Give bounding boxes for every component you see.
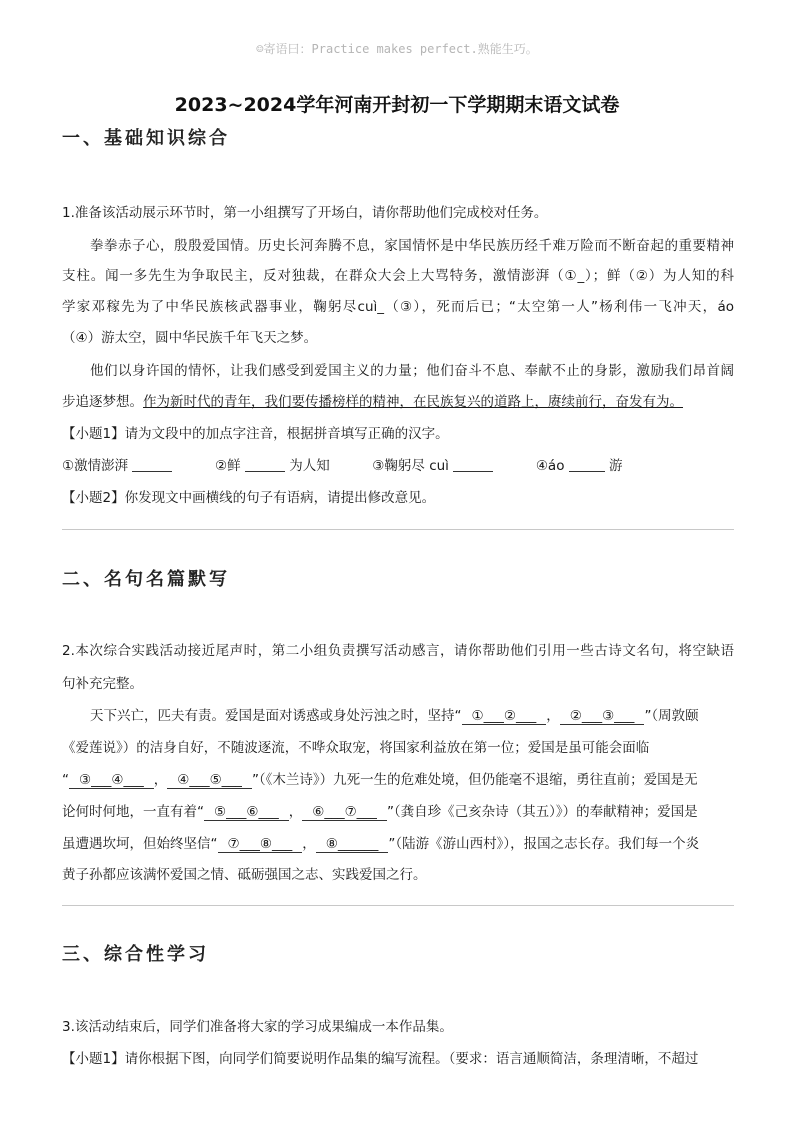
option-2-label: ②鲜 [215,458,241,474]
fill-blank-8[interactable]: ⑧______ [316,836,389,853]
separator: ， [546,708,560,724]
header-motto: ☺寄语曰：Practice makes perfect.熟能生巧。 [256,42,538,56]
section2-line6: 黄子孙都应该满怀爱国之情、砥砺强国之志、实践爱国之行。 [62,867,427,883]
page-title: 2023~2024学年河南开封初一下学期期末语文试卷 [174,94,620,116]
section2-line4 [62,803,734,821]
fill-blank-4[interactable]: ④___⑤___ [167,772,252,789]
line4-text: 论何时何地，一直有着“ [62,804,204,820]
section1-heading: 一、基础知识综合 [62,128,230,149]
option-4-blank[interactable] [569,457,605,472]
section2-line2: 《爱莲说》）的洁身自好，不随波逐流，不哗众取宠，将国家利益放在第一位；爱国是虽可能会面临 [62,740,650,756]
fill-blank-6[interactable]: ⑥___⑦___ [302,804,387,821]
section1-paragraph1-line1: 拳拳赤子心，殷殷爱国情。历史长河奔腾不息，家国情怀是中华民族历经千难万险而不断奋起的重要精神 [90,238,734,254]
option-2-blank[interactable] [245,457,285,472]
section1-options-row [62,457,734,475]
section-divider [62,905,734,906]
section2-intro-line2: 句补充完整。 [62,676,143,692]
fill-blank-2[interactable]: ②___③___ [560,708,645,725]
option-4-label: ④áo [535,458,565,474]
open-quote: “ [62,772,69,788]
fill-blank-1[interactable]: ①___②___ [462,708,547,725]
section1-paragraph1-line3: 学家邓稼先为了中华民族核武器事业，鞠躬尽cuì_（③），死而后已；“太空第一人”杨利伟一飞冲天，áo [62,299,734,315]
section1-paragraph1-line2: 支柱。闻一多先生为争取民主，反对独裁，在群众大会上大骂特务，激情澎湃（①_）；鲜（②）为人知的科 [62,268,734,284]
section2-intro-line1: 2.本次综合实践活动接近尾声时，第二小组负责撰写活动感言，请你帮助他们引用一些古诗文名句，将空缺语 [62,643,734,659]
section2-line5 [62,835,734,853]
fill-blank-5[interactable]: ⑤___⑥___ [204,804,289,821]
separator: ， [153,772,168,788]
fill-blank-3[interactable]: ③___④___ [69,772,154,789]
section3-question1: 【小题1】请你根据下图，向同学们简要说明作品集的编写流程。（要求：语言通顺简洁，条理清晰，不超过 [62,1051,699,1067]
option-4-suffix: 游 [609,458,623,474]
line4-source: ”（龚自珍《己亥杂诗（其五）》）的奉献精神；爱国是 [386,804,698,820]
section1-paragraph1-line4: （④）游太空，圆中华民族千年飞天之梦。 [62,330,318,346]
section1-paragraph2-line2 [62,393,734,411]
line1-source: ”（周敦颐 [644,708,699,724]
section1-intro: 1.准备该活动展示环节时，第一小组撰写了开场白，请你帮助他们完成校对任务。 [62,205,548,221]
underlined-sentence: 作为新时代的青年，我们要传播榜样的精神，在民族复兴的道路上，赓续前行，奋发有为。 [143,394,683,410]
line5-source: ”（陆游《游山西村》），报国之志长存。我们每一个炎 [388,836,700,852]
line5-text: 虽遭遇坎坷，但始终坚信“ [62,836,218,852]
paragraph2-plain-text: 步追逐梦想。 [62,394,143,410]
line1-text: 天下兴亡，匹夫有责。爱国是面对诱惑或身处污浊之时，坚持“ [90,708,462,724]
option-2-suffix: 为人知 [289,458,330,474]
section2-line1 [62,707,734,725]
section-divider [62,529,734,530]
section1-paragraph2-line1: 他们以身许国的情怀，让我们感受到爱国主义的力量；他们奋斗不息、奉献不止的身影，激励我们昂首阔 [90,363,734,379]
option-1-label: ①激情澎湃 [62,458,129,474]
section2-heading: 二、名句名篇默写 [62,569,230,590]
section1-question1: 【小题1】请为文段中的加点字注音，根据拼音填写正确的汉字。 [62,426,449,442]
separator: ， [302,836,316,852]
option-1-blank[interactable] [132,457,172,472]
section3-heading: 三、综合性学习 [62,944,209,965]
line3-text: ”（《木兰诗》）九死一生的危难处境，但仍能毫不退缩，勇往直前；爱国是无 [251,772,698,788]
option-3-blank[interactable] [453,457,493,472]
section2-line3 [62,771,734,789]
fill-blank-7[interactable]: ⑦___⑧___ [218,836,303,853]
option-3-label: ③鞠躬尽 cuì [372,458,449,474]
separator: ， [288,804,303,820]
section3-intro: 3.该活动结束后，同学们准备将大家的学习成果编成一本作品集。 [62,1019,453,1035]
section1-question2: 【小题2】你发现文中画横线的句子有语病，请提出修改意见。 [62,490,436,506]
